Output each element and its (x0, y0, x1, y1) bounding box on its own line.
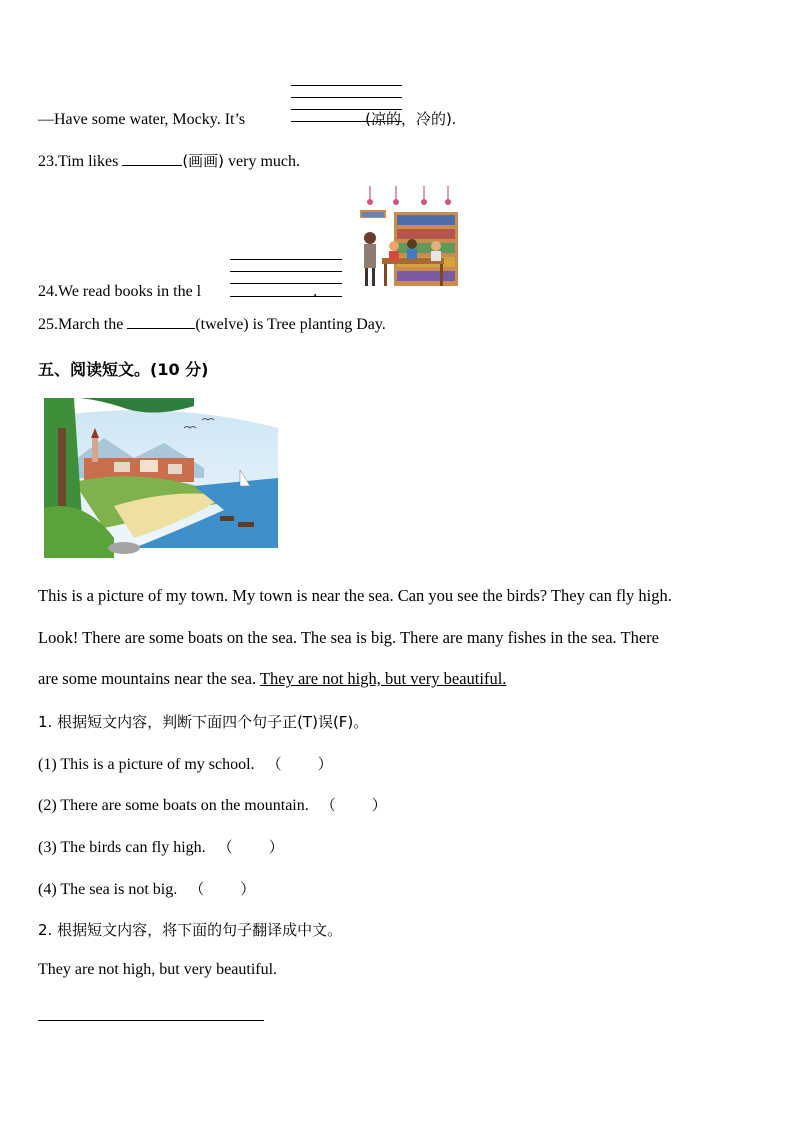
answer-box[interactable]: （ ） (189, 880, 256, 898)
task-1-instruction: 1. 根据短文内容，判断下面四个句子正(T)误(F)。 (38, 713, 369, 731)
q22-hint: (凉的，冷的) (365, 110, 452, 128)
q22-end: . (451, 111, 456, 128)
section-5-title: 五、阅读短文。(10 分) (38, 360, 209, 379)
task-1-item-3 (38, 836, 284, 857)
q22-line (38, 108, 456, 129)
q24-line (38, 283, 317, 301)
item-text: (4) The sea is not big. (38, 881, 178, 898)
q25-before: March the (58, 316, 124, 333)
q23-after: very much. (228, 153, 301, 170)
q22-text: Have some water, Mocky. It’s (54, 111, 246, 128)
q24-number: 24. (38, 283, 58, 300)
passage-underlined-sentence: They are not high, but very beautiful. (259, 669, 507, 688)
item-text: (1) This is a picture of my school. (38, 756, 255, 773)
task-1-item-1 (38, 753, 333, 774)
q24-text: We read books in the l (58, 283, 202, 300)
task-2-answer-line[interactable] (38, 1020, 264, 1021)
q25-number: 25. (38, 316, 58, 333)
q25-hint: (twelve) (195, 316, 249, 333)
q24-end: . (313, 283, 318, 300)
passage-line-3-plain: are some mountains near the sea. (38, 669, 257, 688)
q25-line (38, 316, 386, 334)
task-1-item-4 (38, 878, 255, 899)
item-text: (3) The birds can fly high. (38, 839, 206, 856)
q25-after: is Tree planting Day. (252, 316, 386, 333)
q23-blank[interactable] (122, 164, 182, 166)
task-2-instruction: 2. 根据短文内容，将下面的句子翻译成中文。 (38, 921, 343, 939)
answer-box[interactable]: （ ） (217, 838, 284, 856)
town-illustration (44, 398, 278, 558)
q23-line (38, 150, 300, 171)
task-2-sentence: They are not high, but very beautiful. (38, 961, 278, 978)
q23-number: 23. (38, 153, 58, 170)
q22-dash: — (38, 111, 54, 128)
task-1-item-2 (38, 794, 387, 815)
library-illustration (356, 186, 460, 290)
passage-line-3 (38, 669, 506, 689)
q23-hint: (画画) (182, 152, 225, 170)
passage-line-1: This is a picture of my town. My town is near the sea. Can you see the birds? They can fly high. (38, 586, 672, 605)
answer-box[interactable]: （ ） (320, 796, 387, 814)
q23-before: Tim likes (58, 153, 119, 170)
answer-box[interactable]: （ ） (266, 755, 333, 773)
passage-line-2: Look! There are some boats on the sea. The sea is big. There are many fishes in the sea. There (38, 628, 659, 647)
q25-blank[interactable] (127, 327, 195, 329)
item-text: (2) There are some boats on the mountain. (38, 797, 309, 814)
